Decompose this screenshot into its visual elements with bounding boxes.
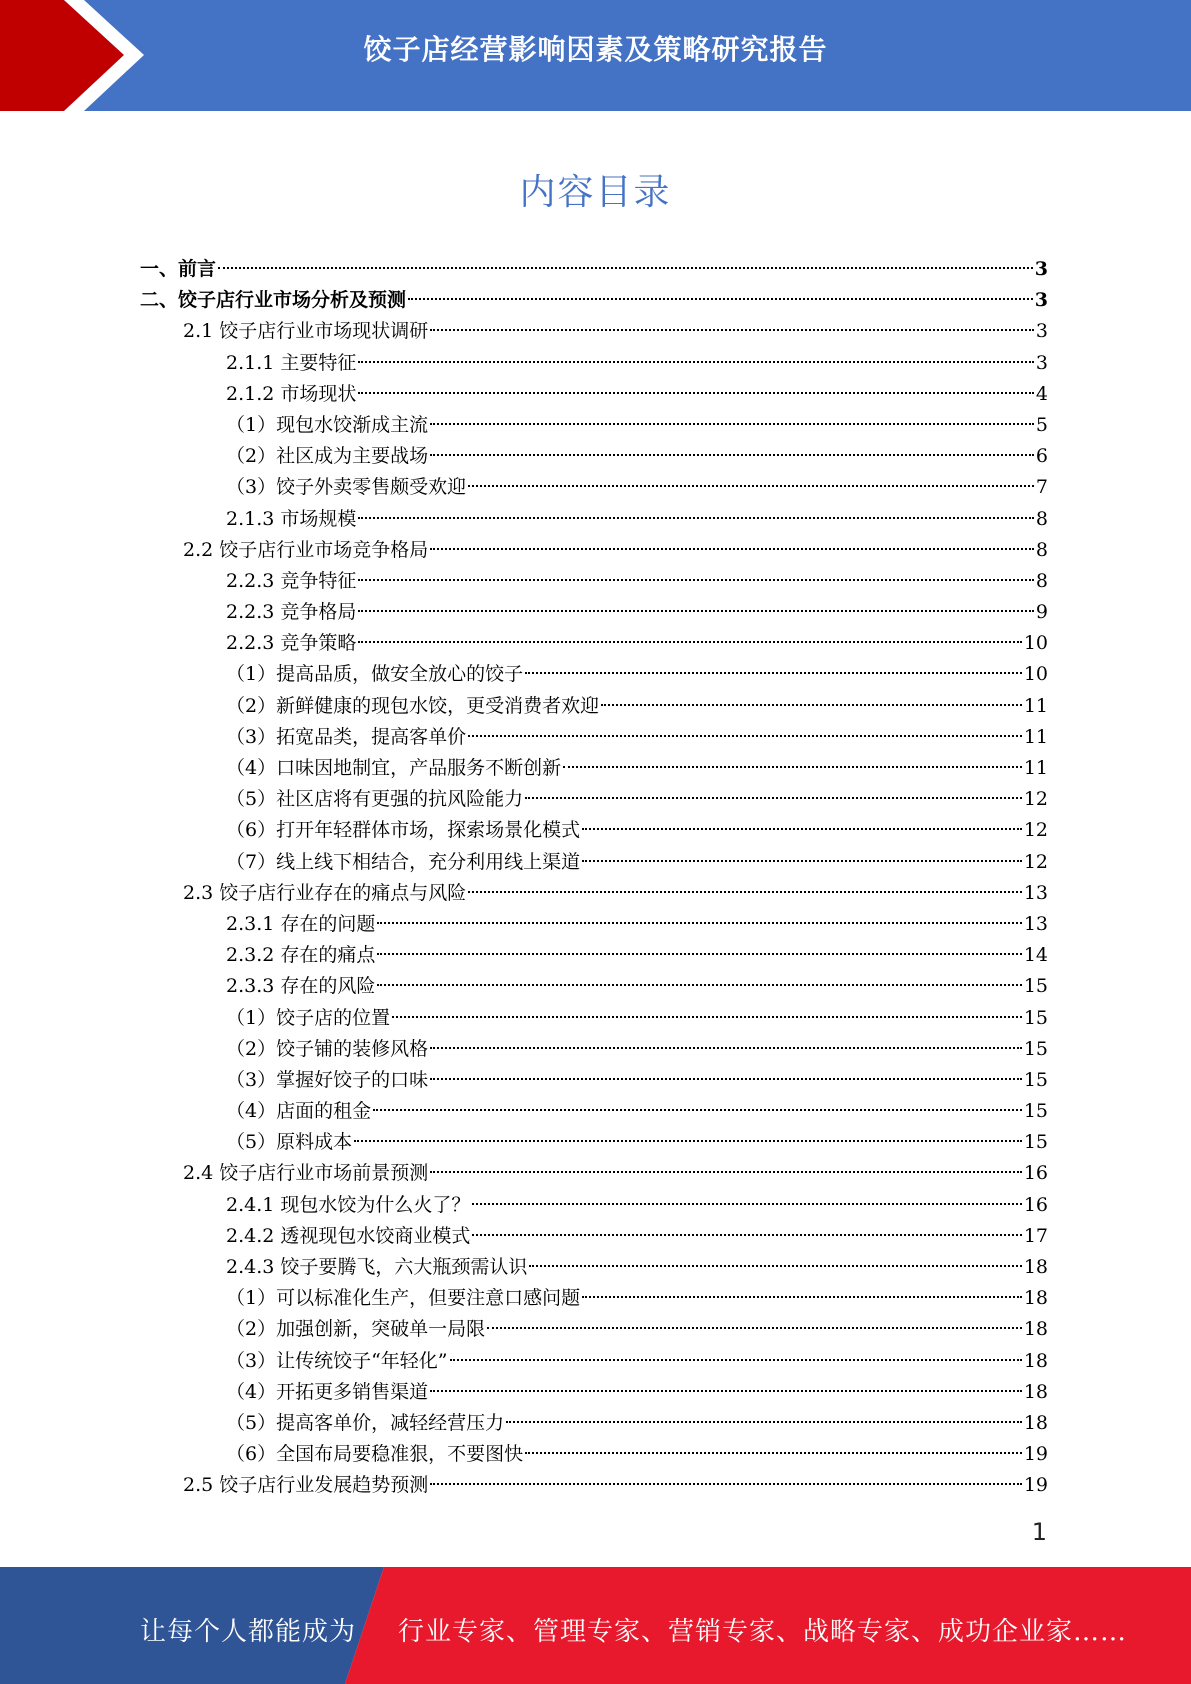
toc-entry-page: 10 xyxy=(1023,632,1048,655)
toc-entry-page: 8 xyxy=(1035,538,1048,561)
toc-entry-page: 6 xyxy=(1035,445,1048,468)
toc-entry-page: 11 xyxy=(1023,725,1048,748)
toc-entry[interactable] xyxy=(140,659,1048,690)
toc-entry-label: 2.2 饺子店行业市场竞争格局 xyxy=(183,538,429,561)
toc-entry-label: （1）现包水饺渐成主流 xyxy=(226,413,429,436)
toc-entry[interactable] xyxy=(140,1439,1048,1470)
toc-dot-leader xyxy=(430,329,1034,331)
toc-dot-leader xyxy=(430,1483,1022,1485)
toc-dot-leader xyxy=(373,1109,1022,1111)
toc-entry-label: 2.1.2 市场现状 xyxy=(226,382,357,405)
toc-entry[interactable] xyxy=(140,1221,1048,1252)
toc-entry-label: （3）掌握好饺子的口味 xyxy=(226,1068,429,1091)
toc-entry[interactable] xyxy=(140,254,1048,285)
toc-entry[interactable] xyxy=(140,472,1048,503)
toc-entry-label: （1）可以标准化生产，但要注意口感问题 xyxy=(226,1287,581,1310)
toc-dot-leader xyxy=(377,984,1021,986)
toc-entry-page: 3 xyxy=(1034,289,1048,312)
toc-entry-label: （2）加强创新，突破单一局限 xyxy=(226,1318,486,1341)
report-title: 饺子店经营影响因素及策略研究报告 xyxy=(363,33,828,66)
toc-entry-label: 2.1 饺子店行业市场现状调研 xyxy=(183,320,429,343)
toc-entry-label: 2.4.1 现包水饺为什么火了？ xyxy=(226,1193,471,1216)
toc-dot-leader xyxy=(430,548,1034,550)
toc-entry-page: 15 xyxy=(1023,1131,1048,1154)
toc-entry-label: （6）打开年轻群体市场，探索场景化模式 xyxy=(226,819,581,842)
toc-dot-leader xyxy=(450,1359,1022,1361)
toc-entry-label: （6）全国布局要稳准狠，不要图快 xyxy=(226,1443,524,1466)
toc-entry-page: 3 xyxy=(1035,351,1048,374)
toc-entry[interactable] xyxy=(140,1377,1048,1408)
toc-entry[interactable] xyxy=(140,1283,1048,1314)
toc-entry[interactable] xyxy=(140,1408,1048,1439)
toc-entry-label: （1）提高品质，做安全放心的饺子 xyxy=(226,663,524,686)
toc-entry-label: （5）原料成本 xyxy=(226,1131,353,1154)
toc-entry-label: 2.3.2 存在的痛点 xyxy=(226,944,376,967)
toc-entry-page: 18 xyxy=(1023,1411,1048,1434)
toc-entry[interactable] xyxy=(140,1065,1048,1096)
toc-dot-leader xyxy=(377,953,1021,955)
toc-entry-page: 8 xyxy=(1035,569,1048,592)
toc-dot-leader xyxy=(529,1265,1021,1267)
toc-entry[interactable] xyxy=(140,784,1048,815)
toc-entry-page: 12 xyxy=(1023,819,1048,842)
toc-entry-label: （2）社区成为主要战场 xyxy=(226,445,429,468)
toc-entry-label: （1）饺子店的位置 xyxy=(226,1006,391,1029)
toc-dot-leader xyxy=(377,922,1021,924)
toc-entry-page: 17 xyxy=(1023,1224,1048,1247)
toc-entry-page: 4 xyxy=(1035,382,1048,405)
toc-entry-label: 2.3.3 存在的风险 xyxy=(226,975,376,998)
toc-entry-page: 16 xyxy=(1023,1193,1048,1216)
toc-entry[interactable] xyxy=(140,504,1048,535)
toc-dot-leader xyxy=(358,361,1034,363)
toc-dot-leader xyxy=(525,672,1022,674)
toc-entry[interactable] xyxy=(140,1252,1048,1283)
toc-entry[interactable] xyxy=(140,1127,1048,1158)
toc-entry[interactable] xyxy=(140,847,1048,878)
toc-dot-leader xyxy=(582,828,1022,830)
toc-entry-page: 10 xyxy=(1023,663,1048,686)
toc-dot-leader xyxy=(582,1296,1022,1298)
toc-dot-leader xyxy=(430,1078,1022,1080)
toc-dot-leader xyxy=(408,298,1033,300)
toc-entry-page: 15 xyxy=(1023,975,1048,998)
toc-entry-label: （3）饺子外卖零售颇受欢迎 xyxy=(226,476,467,499)
toc-dot-leader xyxy=(468,891,1022,893)
toc-entry[interactable] xyxy=(140,815,1048,846)
toc-dot-leader xyxy=(358,641,1021,643)
toc-entry-label: 2.2.3 竞争格局 xyxy=(226,601,357,624)
toc-entry-label: 一、前言 xyxy=(140,258,217,280)
toc-entry-page: 3 xyxy=(1035,320,1048,343)
toc-entry-page: 18 xyxy=(1023,1318,1048,1341)
toc-dot-leader xyxy=(430,1171,1022,1173)
toc-entry-page: 9 xyxy=(1035,601,1048,624)
toc-entry-page: 15 xyxy=(1023,1100,1048,1123)
toc-entry-page: 15 xyxy=(1023,1006,1048,1029)
table-of-contents xyxy=(140,254,1048,1502)
toc-entry-page: 18 xyxy=(1023,1256,1048,1278)
toc-entry-page: 18 xyxy=(1023,1287,1048,1310)
toc-entry[interactable] xyxy=(140,1034,1048,1065)
toc-entry-label: （4）开拓更多销售渠道 xyxy=(226,1380,429,1403)
toc-heading: 内容目录 xyxy=(519,172,672,213)
toc-entry-label: （2）新鲜健康的现包水饺，更受消费者欢迎 xyxy=(226,694,600,717)
toc-entry-label: （2）饺子铺的装修风格 xyxy=(226,1037,429,1060)
toc-entry-page: 19 xyxy=(1023,1443,1048,1466)
toc-entry[interactable] xyxy=(140,348,1048,379)
toc-entry-label: 2.4.2 透视现包水饺商业模式 xyxy=(226,1224,471,1247)
toc-entry[interactable] xyxy=(140,379,1048,410)
toc-entry-page: 18 xyxy=(1023,1349,1048,1372)
toc-entry[interactable] xyxy=(140,753,1048,784)
toc-entry[interactable] xyxy=(140,285,1048,316)
toc-dot-leader xyxy=(358,610,1034,612)
toc-entry-page: 5 xyxy=(1035,413,1048,436)
toc-entry[interactable] xyxy=(140,909,1048,940)
toc-entry-label: 2.5 饺子店行业发展趋势预测 xyxy=(183,1474,429,1497)
toc-dot-leader xyxy=(430,423,1034,425)
toc-entry-label: 2.3.1 存在的问题 xyxy=(226,912,376,935)
toc-entry[interactable] xyxy=(140,1190,1048,1221)
toc-dot-leader xyxy=(525,797,1022,799)
toc-entry[interactable] xyxy=(140,316,1048,347)
toc-dot-leader xyxy=(430,1047,1022,1049)
toc-entry-page: 14 xyxy=(1023,944,1048,967)
toc-dot-leader xyxy=(358,392,1034,394)
toc-entry-page: 13 xyxy=(1023,881,1048,904)
page-number: 1 xyxy=(1031,1518,1047,1546)
toc-entry-page: 13 xyxy=(1023,912,1048,935)
toc-entry[interactable] xyxy=(140,1158,1048,1189)
toc-entry-page: 8 xyxy=(1035,507,1048,530)
toc-entry[interactable] xyxy=(140,971,1048,1002)
page-footer xyxy=(0,1567,1191,1684)
toc-entry[interactable] xyxy=(140,691,1048,722)
toc-entry-label: 2.2.3 竞争策略 xyxy=(226,632,357,655)
toc-entry[interactable] xyxy=(140,1346,1048,1377)
toc-dot-leader xyxy=(468,735,1022,737)
toc-entry-label: 2.1.3 市场规模 xyxy=(226,507,357,530)
toc-entry[interactable] xyxy=(140,1470,1048,1501)
toc-entry-label: 2.3 饺子店行业存在的痛点与风险 xyxy=(183,881,467,904)
toc-dot-leader xyxy=(582,860,1022,862)
toc-dot-leader xyxy=(358,579,1034,581)
toc-dot-leader xyxy=(468,485,1034,487)
toc-entry-page: 7 xyxy=(1035,476,1048,499)
toc-entry[interactable] xyxy=(140,628,1048,659)
toc-entry[interactable] xyxy=(140,940,1048,971)
toc-dot-leader xyxy=(392,1016,1022,1018)
page-header xyxy=(0,0,1191,111)
toc-dot-leader xyxy=(487,1327,1022,1329)
toc-entry-label: 2.4 饺子店行业市场前景预测 xyxy=(183,1162,429,1185)
toc-entry-page: 15 xyxy=(1023,1037,1048,1060)
toc-entry-page: 15 xyxy=(1023,1068,1048,1091)
toc-entry-label: （3）拓宽品类，提高客单价 xyxy=(226,725,467,748)
toc-entry-page: 11 xyxy=(1023,694,1048,717)
toc-entry[interactable] xyxy=(140,1096,1048,1127)
footer-slogan-left: 让每个人都能成为 xyxy=(140,1617,357,1647)
toc-entry-label: （4）口味因地制宜，产品服务不断创新 xyxy=(226,757,562,779)
toc-entry-page: 12 xyxy=(1023,788,1048,811)
toc-dot-leader xyxy=(358,517,1034,519)
toc-entry[interactable] xyxy=(140,722,1048,753)
toc-dot-leader xyxy=(472,1234,1021,1236)
toc-entry-label: 二、饺子店行业市场分析及预测 xyxy=(140,289,407,312)
toc-entry-page: 18 xyxy=(1023,1380,1048,1403)
toc-dot-leader xyxy=(506,1421,1022,1423)
footer-slogan-right: 行业专家、管理专家、营销专家、战略专家、成功企业家…… xyxy=(398,1617,1128,1647)
toc-dot-leader xyxy=(601,704,1022,706)
toc-entry-label: 2.1.1 主要特征 xyxy=(226,351,357,374)
toc-dot-leader xyxy=(354,1140,1022,1142)
toc-entry-label: 2.4.3 饺子要腾飞，六大瓶颈需认识 xyxy=(226,1256,528,1278)
toc-entry-page: 19 xyxy=(1023,1474,1048,1497)
toc-entry[interactable] xyxy=(140,410,1048,441)
toc-dot-leader xyxy=(563,766,1022,768)
toc-entry-page: 11 xyxy=(1023,757,1048,779)
toc-dot-leader xyxy=(218,267,1033,269)
toc-entry[interactable] xyxy=(140,441,1048,472)
toc-dot-leader xyxy=(472,1203,1021,1205)
toc-entry[interactable] xyxy=(140,1003,1048,1034)
toc-entry[interactable] xyxy=(140,878,1048,909)
toc-entry-page: 16 xyxy=(1023,1162,1048,1185)
toc-entry-label: （5）提高客单价，减轻经营压力 xyxy=(226,1411,505,1434)
toc-entry-page: 3 xyxy=(1034,258,1048,280)
toc-entry-label: 2.2.3 竞争特征 xyxy=(226,569,357,592)
toc-dot-leader xyxy=(525,1452,1022,1454)
toc-entry[interactable] xyxy=(140,597,1048,628)
toc-entry[interactable] xyxy=(140,1314,1048,1345)
toc-dot-leader xyxy=(430,1390,1022,1392)
toc-entry-page: 12 xyxy=(1023,850,1048,873)
toc-dot-leader xyxy=(430,454,1034,456)
toc-entry-label: （5）社区店将有更强的抗风险能力 xyxy=(226,788,524,811)
toc-entry-label: （7）线上线下相结合，充分利用线上渠道 xyxy=(226,850,581,873)
toc-entry[interactable] xyxy=(140,535,1048,566)
toc-entry[interactable] xyxy=(140,566,1048,597)
toc-entry-label: （4）店面的租金 xyxy=(226,1100,372,1123)
toc-entry-label: （3）让传统饺子“年轻化” xyxy=(226,1349,448,1372)
